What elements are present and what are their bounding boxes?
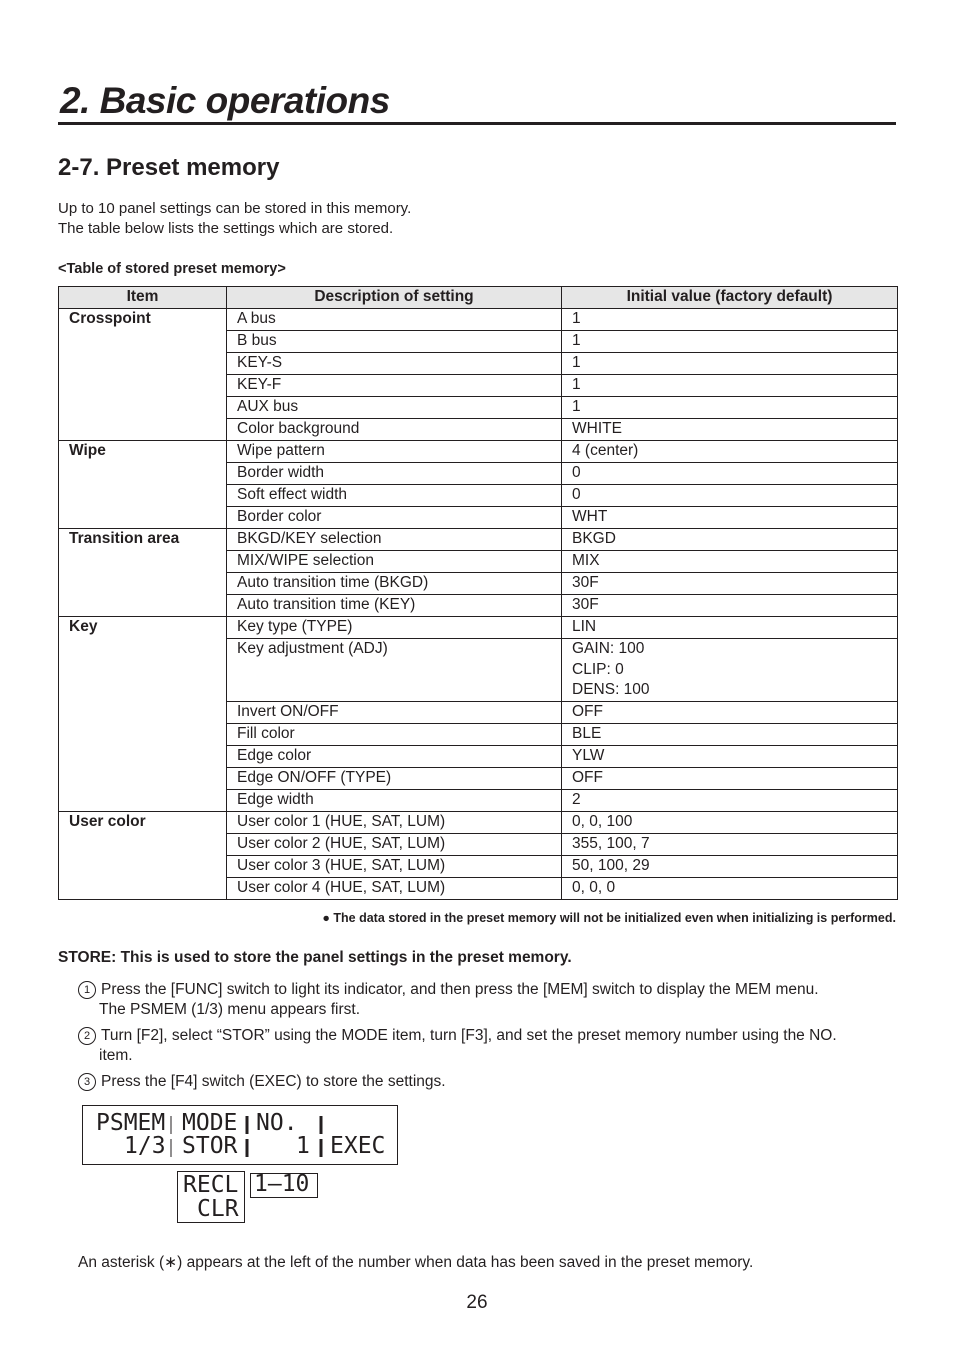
initial-value-cell: OFF	[562, 767, 898, 789]
step-text: Turn [F2], select “STOR” using the MODE item, turn [F3], and set the preset memory number using the NO.	[101, 1027, 837, 1044]
table-row	[59, 529, 898, 551]
step-text-continued: The PSMEM (1/3) menu appears first.	[99, 1001, 361, 1018]
header-initial-value: Initial value (factory default)	[562, 287, 898, 309]
description-cell: Edge width	[227, 789, 562, 811]
description-cell: B bus	[227, 331, 562, 353]
header-item: Item	[59, 287, 227, 309]
lcd-no: NO.	[256, 1110, 298, 1136]
page-number: 26	[466, 1292, 488, 1313]
description-cell: User color 3 (HUE, SAT, LUM)	[227, 855, 562, 877]
lcd-page: 1/3	[124, 1133, 166, 1159]
table-row	[59, 441, 898, 463]
intro-line-2: The table below lists the settings which are stored.	[58, 220, 394, 237]
initial-value-cell: WHITE	[562, 419, 898, 441]
step-text: Press the [F4] switch (EXEC) to store the settings.	[101, 1073, 446, 1090]
initial-value-cell: 50, 100, 29	[562, 855, 898, 877]
header-description: Description of setting	[227, 287, 562, 309]
lcd-number: 1	[296, 1133, 310, 1159]
lcd-range-value: 1—10	[254, 1171, 310, 1197]
step-text-continued: item.	[99, 1047, 133, 1064]
initial-value-cell: LIN	[562, 617, 898, 639]
lcd-mode: MODE	[182, 1110, 238, 1136]
description-cell: MIX/WIPE selection	[227, 551, 562, 573]
description-cell: User color 1 (HUE, SAT, LUM)	[227, 811, 562, 833]
lcd-mode-options	[177, 1171, 245, 1223]
step-number: 2	[78, 1027, 96, 1045]
step-2	[78, 1026, 898, 1066]
description-cell: User color 4 (HUE, SAT, LUM)	[227, 877, 562, 899]
table-row	[59, 617, 898, 639]
step-number: 3	[78, 1073, 96, 1091]
section-title: 2-7. Preset memory	[58, 154, 280, 181]
lcd-stor: STOR	[182, 1133, 238, 1159]
description-cell: A bus	[227, 309, 562, 331]
item-cell: Transition area	[59, 529, 227, 617]
initial-value-cell: 1	[562, 309, 898, 331]
lcd-psmem: PSMEM	[96, 1110, 166, 1136]
description-cell: KEY-S	[227, 353, 562, 375]
initial-value-cell: 30F	[562, 573, 898, 595]
initial-value-cell: 0	[562, 463, 898, 485]
chapter-header	[58, 78, 896, 125]
table-row	[59, 811, 898, 833]
description-cell: Auto transition time (BKGD)	[227, 573, 562, 595]
initial-value-cell: 1	[562, 397, 898, 419]
initial-value-cell: 0, 0, 100	[562, 811, 898, 833]
item-cell: Wipe	[59, 441, 227, 529]
description-cell: User color 2 (HUE, SAT, LUM)	[227, 833, 562, 855]
initial-value-cell: GAIN: 100 CLIP: 0 DENS: 100	[562, 639, 898, 702]
description-cell: Invert ON/OFF	[227, 701, 562, 723]
description-cell: Key type (TYPE)	[227, 617, 562, 639]
step-number: 1	[78, 981, 96, 999]
description-cell: Soft effect width	[227, 485, 562, 507]
lcd-clr: CLR	[197, 1196, 239, 1222]
initial-value-cell: 0, 0, 0	[562, 877, 898, 899]
description-cell: Color background	[227, 419, 562, 441]
initial-value-cell: MIX	[562, 551, 898, 573]
item-cell: User color	[59, 811, 227, 899]
initial-value-cell: 4 (center)	[562, 441, 898, 463]
preset-memory-table	[58, 286, 898, 900]
lcd-menu-display	[82, 1105, 398, 1165]
initial-value-cell: YLW	[562, 745, 898, 767]
description-cell: Border width	[227, 463, 562, 485]
step-3	[78, 1072, 898, 1092]
initial-value-cell: 30F	[562, 595, 898, 617]
description-cell: Border color	[227, 507, 562, 529]
description-cell: Fill color	[227, 723, 562, 745]
initial-value-cell: 2	[562, 789, 898, 811]
step-1	[78, 980, 898, 1020]
description-cell: KEY-F	[227, 375, 562, 397]
initial-value-cell: BLE	[562, 723, 898, 745]
initial-value-cell: 1	[562, 353, 898, 375]
table-caption: <Table of stored preset memory>	[58, 261, 286, 277]
description-cell: BKGD/KEY selection	[227, 529, 562, 551]
description-cell: Edge color	[227, 745, 562, 767]
initial-value-cell: 1	[562, 375, 898, 397]
initial-value-cell: 1	[562, 331, 898, 353]
step-text: Press the [FUNC] switch to light its indicator, and then press the [MEM] switch to display the MEM menu.	[101, 981, 819, 998]
item-cell: Crosspoint	[59, 309, 227, 441]
table-footnote: ● The data stored in the preset memory will not be initialized even when initializing is performed.	[322, 911, 896, 925]
lcd-exec: EXEC	[330, 1133, 386, 1159]
initial-value-cell: 355, 100, 7	[562, 833, 898, 855]
initial-value-cell: 0	[562, 485, 898, 507]
lcd-recl: RECL	[183, 1172, 239, 1198]
table-row	[59, 309, 898, 331]
description-cell: Wipe pattern	[227, 441, 562, 463]
store-heading: STORE: This is used to store the panel settings in the preset memory.	[58, 949, 572, 966]
table-header-row	[59, 287, 898, 309]
asterisk-note: An asterisk (∗) appears at the left of the number when data has been saved in the preset memory.	[78, 1254, 754, 1271]
chapter-title: 2. Basic operations	[60, 80, 390, 121]
description-cell: Auto transition time (KEY)	[227, 595, 562, 617]
initial-value-cell: WHT	[562, 507, 898, 529]
description-cell: Key adjustment (ADJ)	[227, 639, 562, 702]
description-cell: AUX bus	[227, 397, 562, 419]
initial-value-cell: OFF	[562, 701, 898, 723]
intro-line-1: Up to 10 panel settings can be stored in this memory.	[58, 200, 412, 217]
item-cell: Key	[59, 617, 227, 812]
initial-value-cell: BKGD	[562, 529, 898, 551]
description-cell: Edge ON/OFF (TYPE)	[227, 767, 562, 789]
lcd-number-range	[250, 1173, 318, 1198]
